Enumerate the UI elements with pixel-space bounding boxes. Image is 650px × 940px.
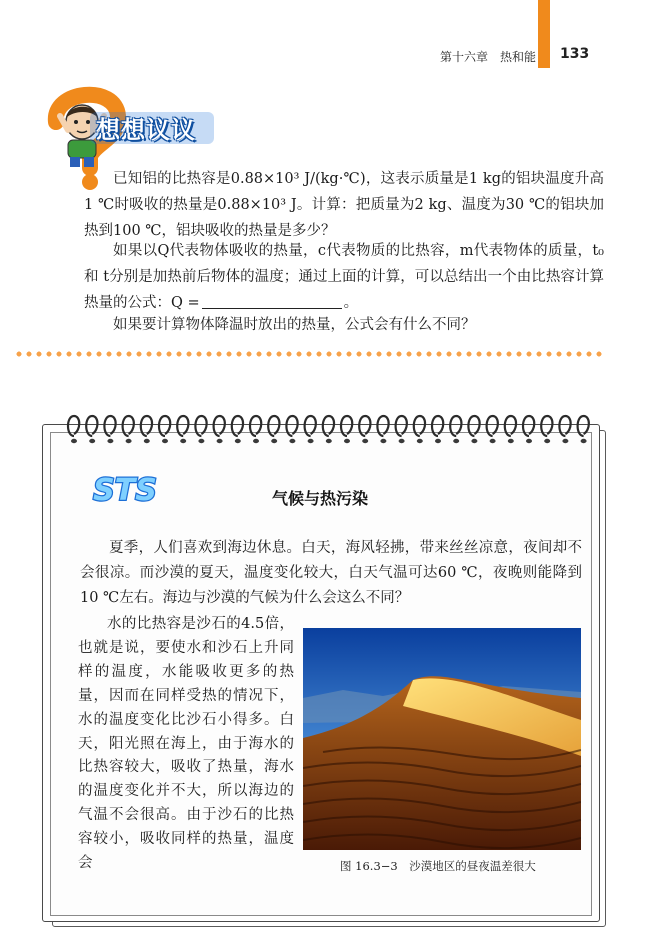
- sts-intro-paragraph: 夏季，人们喜欢到海边休息。白天，海风轻拂，带来丝丝凉意，夜间却不会很凉。而沙漠的夏天，温度变化较大，白天气温可达60 ℃，夜晚则能降到10 ℃左右。海边与沙漠的气候为什么会这么不同？: [80, 540, 582, 606]
- photo-caption: 图 16.3−3 沙漠地区的昼夜温差很大: [340, 859, 536, 873]
- formula-blank: [202, 292, 342, 309]
- discuss-paragraph-3: 如果要计算物体降温时放出的热量，公式会有什么不同？: [113, 317, 476, 333]
- formula-text: 如果以Q代表物体吸收的热量，c代表物质的比热容，m代表物体的质量，t₀和 t分别是加热前后物体的温度；通过上面的计算，可以总结出一个由比热容计算热量的公式：Q =: [84, 243, 604, 311]
- header-accent-bar: [538, 0, 550, 68]
- sts-logo-text: STS: [93, 473, 157, 506]
- desert-dune-photo: [303, 628, 581, 850]
- sts-body-paragraph: 水的比热容是沙石的4.5倍，也就是说，要使水和沙石上升同样的温度，水能吸收更多的热量，因而在同样受热的情况下，水的温度变化比沙石小得多。白天，阳光照在海上，由于海水的比热容较大，吸收了热量，海水的温度变化并不大，所以海边的气温不会很高。由于沙石的比热容较小，吸收同样的热量，温度会: [78, 616, 294, 872]
- dotted-divider: [14, 350, 604, 358]
- discuss-paragraph-2: [84, 238, 604, 316]
- formula-period: 。: [343, 295, 359, 311]
- sts-logo: [88, 472, 162, 506]
- discuss-paragraph-1: 已知铝的比热容是0.88×10³ J/(kg·℃)，这表示质量是1 kg的铝块温度升高1 ℃时吸收的热量是0.88×10³ J。计算：把质量为2 kg、温度为30 ℃的铝块加热到100 ℃，铝块吸收的热量是多少？: [84, 171, 604, 239]
- discuss-title: 想想议议: [96, 116, 196, 144]
- sts-title: 气候与热污染: [272, 489, 369, 508]
- chapter-title: 第十六章 热和能: [440, 50, 537, 64]
- spiral-binding-icon: [60, 410, 590, 450]
- page-number: 133: [560, 46, 590, 62]
